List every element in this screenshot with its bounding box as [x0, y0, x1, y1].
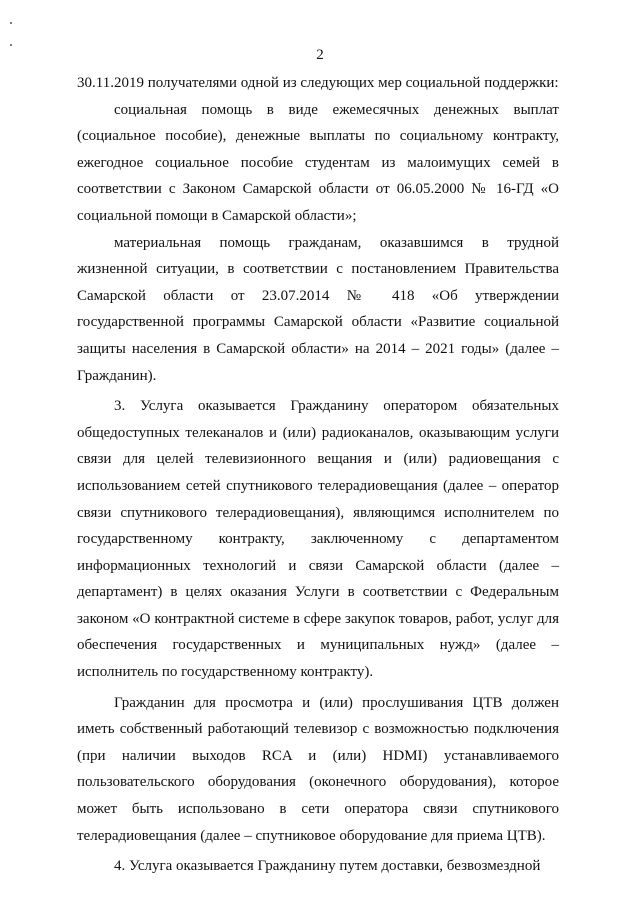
document-body — [77, 70, 559, 880]
scan-speck — [10, 22, 12, 24]
paragraph-item-4-delivery: 4. Услуга оказывается Гражданину путем доставки, безвозмездной — [114, 858, 541, 875]
paragraph-recipients: 30.11.2019 получателями одной из следующих мер социальной поддержки: — [77, 75, 559, 91]
paragraph-material-assistance: материальная помощь гражданам, оказавшимся в трудной жизненной ситуации, в соответствии с постановлением Правительства Самарской области от 23.07.2014 № 418 «Об утверждении государственной программы Самарской области «Развитие социальной защиты населения в Самарской области» на 2014 – 2021 годы» (далее – Гражданин). — [77, 234, 559, 384]
paragraph-tv-requirements: Гражданин для просмотра и (или) прослушивания ЦТВ должен иметь собственный работающий телевизор с возможностью подключения (при наличии выходов RCA и (или) HDMI) устанавливаемого пользовательского оборудования (оконечного оборудования), которое может быть использовано в сети оператора связи спутникового телерадиовещания (далее – спутниковое оборудование для приема ЦТВ). — [77, 694, 559, 844]
paragraph-item-3-operator: 3. Услуга оказывается Гражданину оператором обязательных общедоступных телеканалов и (или) радиоканалов, оказывающим услуги связи для целей телевизионного вещания и (или) радиовещания с использованием сетей спутникового телерадиовещания (далее – оператор связи спутникового телерадиовещания), являющимся исполнителем по государственному контракту, заключенному с департаментом информационных технологий и связи Самарской области (далее – департамент) в целях оказания Услуги в соответствии с Федеральным законом «О контрактной системе в сфере закупок товаров, работ, услуг для обеспечения государственных и муниципальных нужд» (далее – исполнитель по государственному контракту). — [77, 398, 559, 681]
paragraph-social-assistance: социальная помощь в виде ежемесячных денежных выплат (социальное пособие), денежные выплаты по социальному контракту, ежегодное социальное пособие студентам из малоимущих семей в соответствии с Законом Самарской области от 06.05.2000 № 16-ГД «О социальной помощи в Самарской области»; — [77, 101, 559, 224]
page-number: 2 — [316, 47, 324, 63]
